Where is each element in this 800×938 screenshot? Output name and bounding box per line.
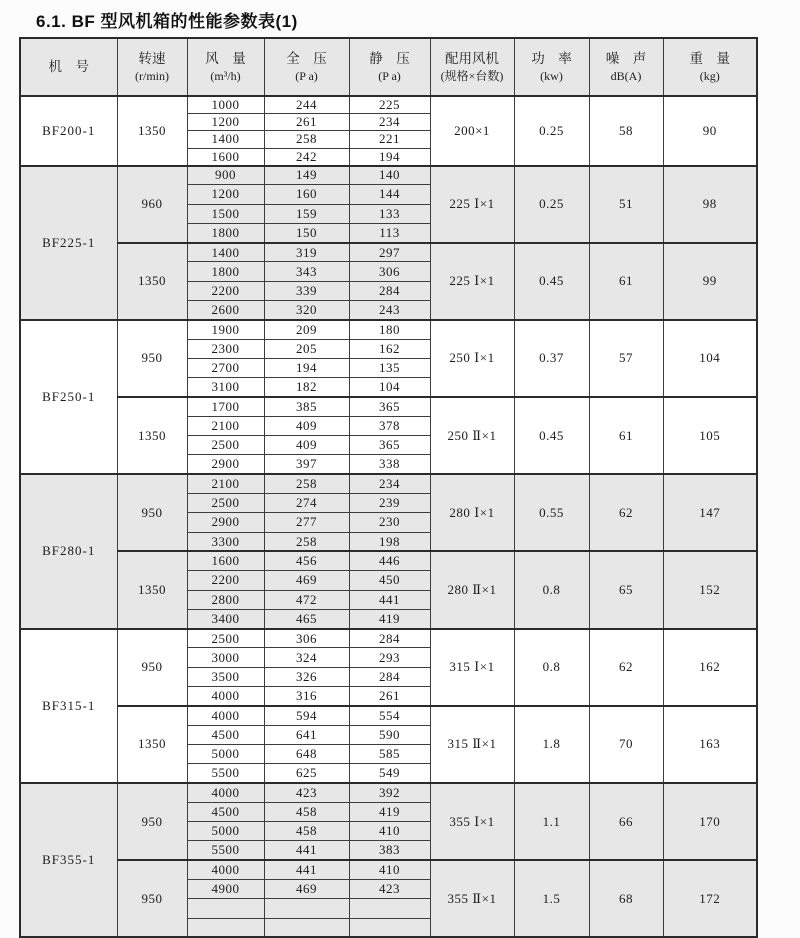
flow-cell: 5000: [187, 822, 264, 841]
column-header: [117, 38, 187, 96]
flow-cell: 1500: [187, 204, 264, 223]
flow-cell: 1900: [187, 320, 264, 339]
total-pressure-cell: 149: [264, 166, 349, 185]
static-pressure-cell: [349, 918, 430, 937]
noise-cell: 62: [589, 474, 663, 551]
static-pressure-cell: 239: [349, 494, 430, 513]
power-cell: 0.25: [514, 166, 589, 243]
static-pressure-cell: 419: [349, 609, 430, 628]
noise-cell: 61: [589, 397, 663, 474]
weight-cell: 104: [663, 320, 757, 397]
table-row: [20, 166, 757, 185]
static-pressure-cell: 446: [349, 551, 430, 570]
flow-cell: 4500: [187, 725, 264, 744]
total-pressure-cell: 441: [264, 860, 349, 879]
column-header-unit: (kg): [699, 69, 720, 84]
static-pressure-cell: 198: [349, 532, 430, 551]
static-pressure-cell: 410: [349, 822, 430, 841]
static-pressure-cell: 284: [349, 281, 430, 300]
table-row: [20, 551, 757, 570]
flow-cell: [187, 899, 264, 918]
static-pressure-cell: 383: [349, 841, 430, 860]
flow-cell: 1400: [187, 131, 264, 148]
column-header-name: 转速: [138, 50, 166, 66]
column-header-name: 功 率: [531, 50, 572, 66]
total-pressure-cell: 326: [264, 667, 349, 686]
static-pressure-cell: 450: [349, 571, 430, 590]
static-pressure-cell: 194: [349, 148, 430, 166]
fan-cell: 250 Ⅱ×1: [430, 397, 514, 474]
static-pressure-cell: 140: [349, 166, 430, 185]
flow-cell: [187, 918, 264, 937]
power-cell: 1.8: [514, 706, 589, 783]
power-cell: 1.5: [514, 860, 589, 937]
flow-cell: 2900: [187, 513, 264, 532]
weight-cell: 162: [663, 629, 757, 706]
noise-cell: 57: [589, 320, 663, 397]
static-pressure-cell: 221: [349, 131, 430, 148]
table-header: [20, 38, 757, 96]
column-header-unit: (规格×台数): [440, 69, 504, 84]
flow-cell: 1600: [187, 551, 264, 570]
total-pressure-cell: 274: [264, 494, 349, 513]
speed-cell: 1350: [117, 706, 187, 783]
static-pressure-cell: 261: [349, 687, 430, 706]
flow-cell: 900: [187, 166, 264, 185]
total-pressure-cell: 150: [264, 223, 349, 242]
column-header-unit: (P a): [378, 69, 401, 84]
model-cell: BF280-1: [20, 474, 117, 628]
total-pressure-cell: 160: [264, 185, 349, 204]
power-cell: 0.55: [514, 474, 589, 551]
total-pressure-cell: [264, 918, 349, 937]
flow-cell: 3500: [187, 667, 264, 686]
total-pressure-cell: 343: [264, 262, 349, 281]
total-pressure-cell: 648: [264, 744, 349, 763]
column-header-name: 噪 声: [605, 50, 647, 66]
column-header-name: 静 压: [369, 50, 410, 66]
weight-cell: 147: [663, 474, 757, 551]
flow-cell: 4000: [187, 706, 264, 725]
fan-cell: 225 Ⅰ×1: [430, 243, 514, 320]
table-body: [20, 96, 757, 937]
table-row: [20, 320, 757, 339]
speed-cell: 950: [117, 320, 187, 397]
flow-cell: 2100: [187, 416, 264, 435]
flow-cell: 5500: [187, 841, 264, 860]
flow-cell: 5000: [187, 744, 264, 763]
static-pressure-cell: 180: [349, 320, 430, 339]
total-pressure-cell: 182: [264, 378, 349, 397]
flow-cell: 4900: [187, 879, 264, 898]
total-pressure-cell: 159: [264, 204, 349, 223]
fan-cell: 280 Ⅱ×1: [430, 551, 514, 628]
speed-cell: 1350: [117, 96, 187, 166]
weight-cell: 170: [663, 783, 757, 860]
speed-cell: 1350: [117, 243, 187, 320]
total-pressure-cell: 385: [264, 397, 349, 416]
flow-cell: 2300: [187, 339, 264, 358]
noise-cell: 51: [589, 166, 663, 243]
static-pressure-cell: 306: [349, 262, 430, 281]
fan-cell: 355 Ⅰ×1: [430, 783, 514, 860]
static-pressure-cell: 365: [349, 436, 430, 455]
power-cell: 0.45: [514, 397, 589, 474]
weight-cell: 152: [663, 551, 757, 628]
static-pressure-cell: 378: [349, 416, 430, 435]
column-header: [430, 38, 514, 96]
static-pressure-cell: 162: [349, 339, 430, 358]
column-header-name: 重 量: [689, 50, 730, 66]
total-pressure-cell: 339: [264, 281, 349, 300]
column-header: [187, 38, 264, 96]
total-pressure-cell: 409: [264, 416, 349, 435]
total-pressure-cell: 324: [264, 648, 349, 667]
flow-cell: 1800: [187, 262, 264, 281]
column-header-unit: (m³/h): [210, 69, 241, 84]
static-pressure-cell: 392: [349, 783, 430, 802]
static-pressure-cell: 284: [349, 667, 430, 686]
flow-cell: 5500: [187, 764, 264, 783]
total-pressure-cell: 316: [264, 687, 349, 706]
fan-cell: 315 Ⅰ×1: [430, 629, 514, 706]
weight-cell: 172: [663, 860, 757, 937]
static-pressure-cell: 441: [349, 590, 430, 609]
total-pressure-cell: 306: [264, 629, 349, 648]
static-pressure-cell: 419: [349, 802, 430, 821]
flow-cell: 1600: [187, 148, 264, 166]
table-row: [20, 397, 757, 416]
column-header-name: 机 号: [48, 59, 89, 75]
fan-cell: 355 Ⅱ×1: [430, 860, 514, 937]
static-pressure-cell: 338: [349, 455, 430, 474]
static-pressure-cell: 104: [349, 378, 430, 397]
page: [0, 7, 800, 906]
power-cell: 1.1: [514, 783, 589, 860]
column-header: [663, 38, 757, 96]
table-row: [20, 243, 757, 262]
flow-cell: 4000: [187, 687, 264, 706]
flow-cell: 2800: [187, 590, 264, 609]
static-pressure-cell: 284: [349, 629, 430, 648]
static-pressure-cell: 554: [349, 706, 430, 725]
fan-cell: 225 Ⅰ×1: [430, 166, 514, 243]
speed-cell: 950: [117, 474, 187, 551]
performance-table: [19, 37, 758, 938]
total-pressure-cell: 319: [264, 243, 349, 262]
column-header: [589, 38, 663, 96]
total-pressure-cell: 277: [264, 513, 349, 532]
static-pressure-cell: [349, 899, 430, 918]
total-pressure-cell: 625: [264, 764, 349, 783]
flow-cell: 3300: [187, 532, 264, 551]
total-pressure-cell: 209: [264, 320, 349, 339]
flow-cell: 1000: [187, 96, 264, 114]
total-pressure-cell: 458: [264, 802, 349, 821]
column-header-unit: (kw): [540, 69, 563, 84]
total-pressure-cell: 441: [264, 841, 349, 860]
flow-cell: 2700: [187, 358, 264, 377]
power-cell: 0.25: [514, 96, 589, 166]
power-cell: 0.45: [514, 243, 589, 320]
static-pressure-cell: 225: [349, 96, 430, 114]
model-cell: BF355-1: [20, 783, 117, 937]
table-row: [20, 96, 757, 114]
power-cell: 0.8: [514, 551, 589, 628]
flow-cell: 1200: [187, 185, 264, 204]
total-pressure-cell: 258: [264, 532, 349, 551]
flow-cell: 4000: [187, 783, 264, 802]
static-pressure-cell: 365: [349, 397, 430, 416]
header-row: [20, 38, 757, 96]
model-cell: BF225-1: [20, 166, 117, 320]
speed-cell: 950: [117, 860, 187, 937]
flow-cell: 4500: [187, 802, 264, 821]
total-pressure-cell: 472: [264, 590, 349, 609]
total-pressure-cell: 397: [264, 455, 349, 474]
column-header-name: 风 量: [205, 50, 246, 66]
column-header: [349, 38, 430, 96]
static-pressure-cell: 549: [349, 764, 430, 783]
flow-cell: 3100: [187, 378, 264, 397]
total-pressure-cell: 641: [264, 725, 349, 744]
static-pressure-cell: 293: [349, 648, 430, 667]
fan-cell: 250 Ⅰ×1: [430, 320, 514, 397]
weight-cell: 98: [663, 166, 757, 243]
total-pressure-cell: 469: [264, 879, 349, 898]
weight-cell: 163: [663, 706, 757, 783]
static-pressure-cell: 423: [349, 879, 430, 898]
static-pressure-cell: 585: [349, 744, 430, 763]
total-pressure-cell: 261: [264, 114, 349, 131]
flow-cell: 2500: [187, 494, 264, 513]
flow-cell: 2600: [187, 301, 264, 320]
column-header-name: 全 压: [286, 50, 327, 66]
total-pressure-cell: 456: [264, 551, 349, 570]
table-row: [20, 860, 757, 879]
total-pressure-cell: 244: [264, 96, 349, 114]
noise-cell: 66: [589, 783, 663, 860]
weight-cell: 90: [663, 96, 757, 166]
power-cell: 0.37: [514, 320, 589, 397]
noise-cell: 65: [589, 551, 663, 628]
model-cell: BF250-1: [20, 320, 117, 474]
flow-cell: 1700: [187, 397, 264, 416]
flow-cell: 3000: [187, 648, 264, 667]
static-pressure-cell: 234: [349, 114, 430, 131]
static-pressure-cell: 135: [349, 358, 430, 377]
total-pressure-cell: 409: [264, 436, 349, 455]
total-pressure-cell: 205: [264, 339, 349, 358]
column-header: [20, 38, 117, 96]
total-pressure-cell: 258: [264, 474, 349, 493]
fan-cell: 315 Ⅱ×1: [430, 706, 514, 783]
speed-cell: 950: [117, 629, 187, 706]
table-row: [20, 706, 757, 725]
column-header: [264, 38, 349, 96]
static-pressure-cell: 234: [349, 474, 430, 493]
weight-cell: 105: [663, 397, 757, 474]
total-pressure-cell: 465: [264, 609, 349, 628]
speed-cell: 1350: [117, 551, 187, 628]
fan-cell: 200×1: [430, 96, 514, 166]
column-header-unit: (r/min): [135, 69, 169, 84]
speed-cell: 960: [117, 166, 187, 243]
column-header-name: 配用风机: [445, 50, 499, 66]
static-pressure-cell: 133: [349, 204, 430, 223]
speed-cell: 1350: [117, 397, 187, 474]
total-pressure-cell: 194: [264, 358, 349, 377]
static-pressure-cell: 230: [349, 513, 430, 532]
flow-cell: 2500: [187, 629, 264, 648]
noise-cell: 68: [589, 860, 663, 937]
static-pressure-cell: 297: [349, 243, 430, 262]
total-pressure-cell: 458: [264, 822, 349, 841]
column-header: [514, 38, 589, 96]
flow-cell: 4000: [187, 860, 264, 879]
flow-cell: 2500: [187, 436, 264, 455]
total-pressure-cell: 594: [264, 706, 349, 725]
total-pressure-cell: 469: [264, 571, 349, 590]
noise-cell: 61: [589, 243, 663, 320]
static-pressure-cell: 113: [349, 223, 430, 242]
table-row: [20, 629, 757, 648]
static-pressure-cell: 144: [349, 185, 430, 204]
column-header-unit: dB(A): [610, 69, 642, 84]
speed-cell: 950: [117, 783, 187, 860]
noise-cell: 70: [589, 706, 663, 783]
flow-cell: 2200: [187, 571, 264, 590]
flow-cell: 1400: [187, 243, 264, 262]
weight-cell: 99: [663, 243, 757, 320]
total-pressure-cell: 423: [264, 783, 349, 802]
flow-cell: 1200: [187, 114, 264, 131]
model-cell: BF315-1: [20, 629, 117, 783]
model-cell: BF200-1: [20, 96, 117, 166]
fan-cell: 280 Ⅰ×1: [430, 474, 514, 551]
total-pressure-cell: 320: [264, 301, 349, 320]
total-pressure-cell: [264, 899, 349, 918]
noise-cell: 58: [589, 96, 663, 166]
flow-cell: 1800: [187, 223, 264, 242]
flow-cell: 2100: [187, 474, 264, 493]
noise-cell: 62: [589, 629, 663, 706]
static-pressure-cell: 590: [349, 725, 430, 744]
page-title: 6.1. BF 型风机箱的性能参数表(1): [36, 12, 298, 31]
static-pressure-cell: 410: [349, 860, 430, 879]
flow-cell: 2200: [187, 281, 264, 300]
total-pressure-cell: 258: [264, 131, 349, 148]
total-pressure-cell: 242: [264, 148, 349, 166]
static-pressure-cell: 243: [349, 301, 430, 320]
table-row: [20, 783, 757, 802]
flow-cell: 3400: [187, 609, 264, 628]
flow-cell: 2900: [187, 455, 264, 474]
column-header-unit: (P a): [295, 69, 318, 84]
table-row: [20, 474, 757, 493]
power-cell: 0.8: [514, 629, 589, 706]
